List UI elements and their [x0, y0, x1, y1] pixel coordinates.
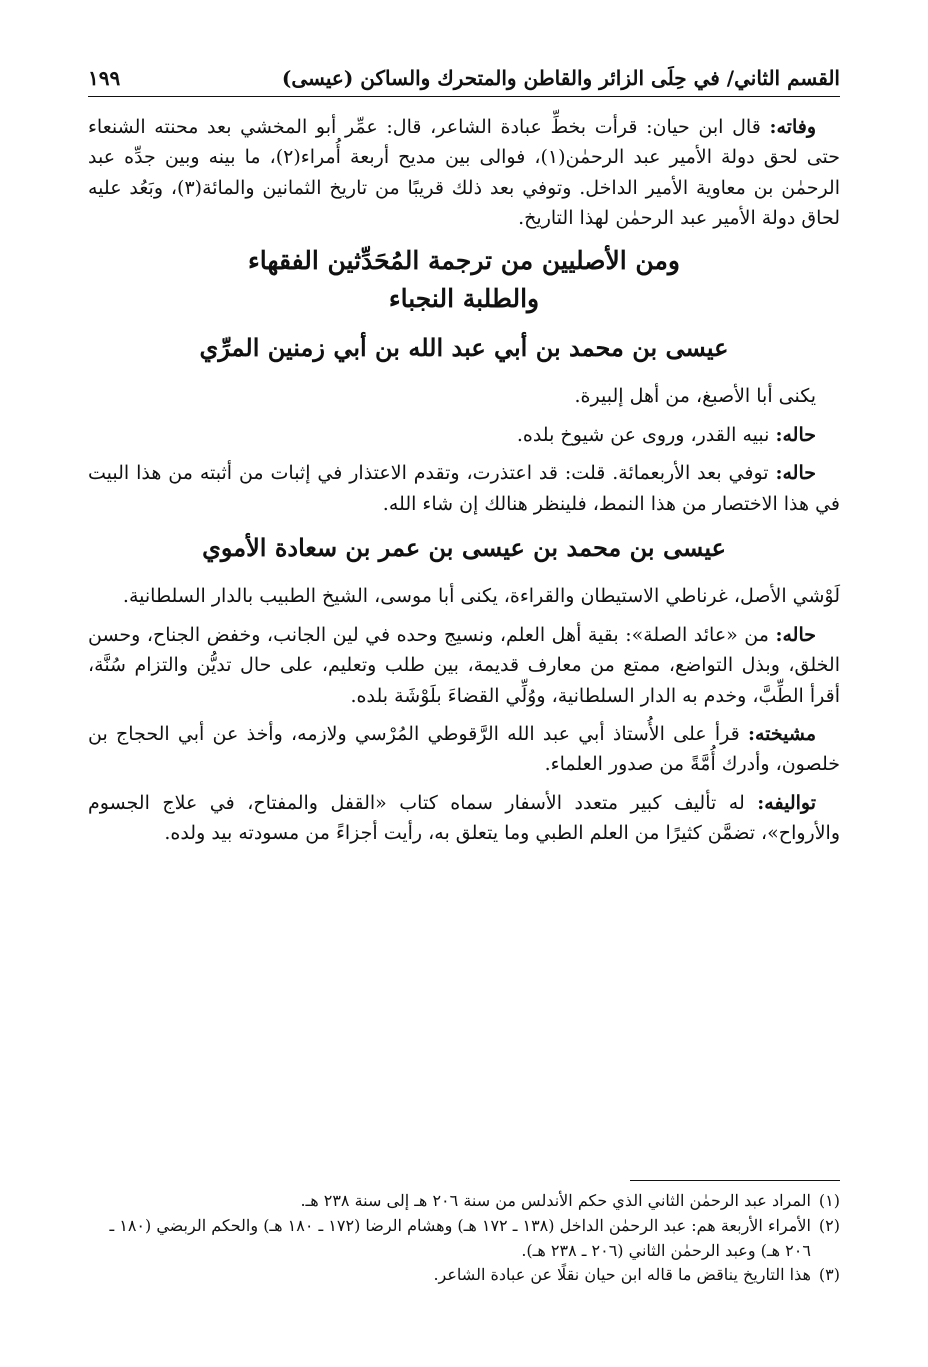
intro-paragraph [88, 112, 840, 234]
section-heading-line2: والطلبة النجباء [388, 284, 540, 314]
entry2-p1-label: حاله: [775, 623, 816, 646]
footnote-3-number: (٣) [818, 1265, 840, 1285]
entry2-p2-text: قرأ على الأُستاذ أبي عبد الله الرَّقوطي المُرْسي ولازمه، وأخذ عن أبي الحجاج بن خلصون، وأدرك أُمَّةً من صدور العلماء. [88, 722, 840, 776]
page-number: ١٩٩ [88, 66, 121, 90]
entry1-p2-label: حاله: [775, 462, 816, 485]
entry2-paragraph-1 [88, 620, 840, 711]
footnote-1-number: (١) [818, 1191, 840, 1210]
footnotes [88, 1180, 840, 1288]
entry1-intro: يكنى أبا الأصبغ، من أهل إلبيرة. [574, 385, 816, 408]
entry2-intro: لَوْشي الأصل، غرناطي الاستيطان والقراءة، يكنى أبا موسى، الشيخ الطبيب بالدار السلطانية. [122, 585, 840, 608]
page-header [88, 60, 840, 97]
entry2-p2-label: مشيخته: [747, 722, 816, 745]
footnote-3 [88, 1263, 840, 1288]
entry2-heading: عيسى بن محمد بن عيسى بن عمر بن سعادة الأموي [202, 533, 726, 563]
footnote-divider [630, 1180, 840, 1181]
intro-text: قال ابن حيان: قرأت بخطِّ عبادة الشاعر، قال: عمِّر أبو المخشي بعد محنته الشنعاء حتى لحق دولة الأمير عبد الرحمٰن(١)، فوالى بين مديح أربعة أُمراء(٢)، ما بينه وبين جدِّه عبد الرحمٰن بن معاوية الأمير الداخل. وتوفي بعد ذلك قريبًا من تاريخ الثمانين والمائة(٣)، وبَعُد عليه لحاق دولة الأمير عبد الرحمٰن لهذا التاريخ. [88, 116, 841, 230]
entry2-paragraph-3 [88, 788, 840, 849]
footnote-1 [88, 1189, 840, 1214]
footnote-2-text: الأمراء الأربعة هم: عبد الرحمٰن الداخل (١٣٨ ـ ١٧٢ هـ) وهشام الرضا (١٧٢ ـ ١٨٠ هـ) والحكم الربضي (١٨٠ ـ ٢٠٦ هـ) وعبد الرحمٰن الثاني (٢٠٦ ـ ٢٣٨ هـ). [109, 1215, 811, 1260]
entry2-p1-text: من «عائد الصلة»: بقية أهل العلم، ونسيج وحده في لين الجانب، وخفض الجناح، وحسن الخلق، وبذل التواضع، ممتع من معارف قديمة، بين طلب وتعليم، على حال تديُّن والتزام سُنَّة، أقرأ الطِّبَّ، وخدم به الدار السلطانية، ووُلِّي القضاءَ بلَوْشَة بلده. [88, 623, 840, 707]
entry1-paragraph-2 [88, 458, 840, 519]
entry2-p3-text: له تأليف كبير متعدد الأسفار سماه كتاب «القفل والمفتاح، في علاج الجسوم والأرواح»، تضمَّن كثيرًا من العلم الطبي وما يتعلق به، رأيت أجزاءً من مسودته بيد ولده. [88, 791, 840, 845]
footnote-2 [88, 1214, 840, 1264]
section-heading-line1: ومن الأصليين من ترجمة المُحَدِّثين الفقهاء [248, 245, 680, 275]
running-head: القسم الثاني/ في حِلَى الزائر والقاطن والمتحرك والساكن (عيسى) [281, 66, 840, 90]
section-heading [88, 242, 840, 320]
entry1-p1-text: نبيه القدر، وروى عن شيوخ بلده. [516, 423, 776, 446]
intro-label: وفاته: [769, 116, 816, 138]
entry1-paragraph-1 [88, 420, 840, 450]
entry2-paragraph-2 [88, 719, 840, 780]
footnote-3-text: هذا التاريخ يناقض ما قاله ابن حيان نقلًا عن عبادة الشاعر. [433, 1265, 811, 1285]
entry1-p2-text: توفي بعد الأربعمائة. قلت: قد اعتذرت، وتقدم الاعتذار في إثبات من أثبته من هذا البيت في هذا الاختصار من هذا النمط، فلينظر هنالك إن شاء الله. [88, 462, 840, 515]
footnote-2-number: (٢) [818, 1215, 840, 1235]
footnote-1-text: المراد عبد الرحمٰن الثاني الذي حكم الأندلس من سنة ٢٠٦ هـ إلى سنة ٢٣٨ هـ. [300, 1191, 811, 1210]
entry1-p1-label: حاله: [775, 423, 816, 446]
page-body [88, 112, 840, 857]
entry1-heading: عيسى بن محمد بن أبي عبد الله بن أبي زمنين المرِّي [199, 333, 729, 363]
entry2-p3-label: تواليفه: [757, 791, 816, 814]
